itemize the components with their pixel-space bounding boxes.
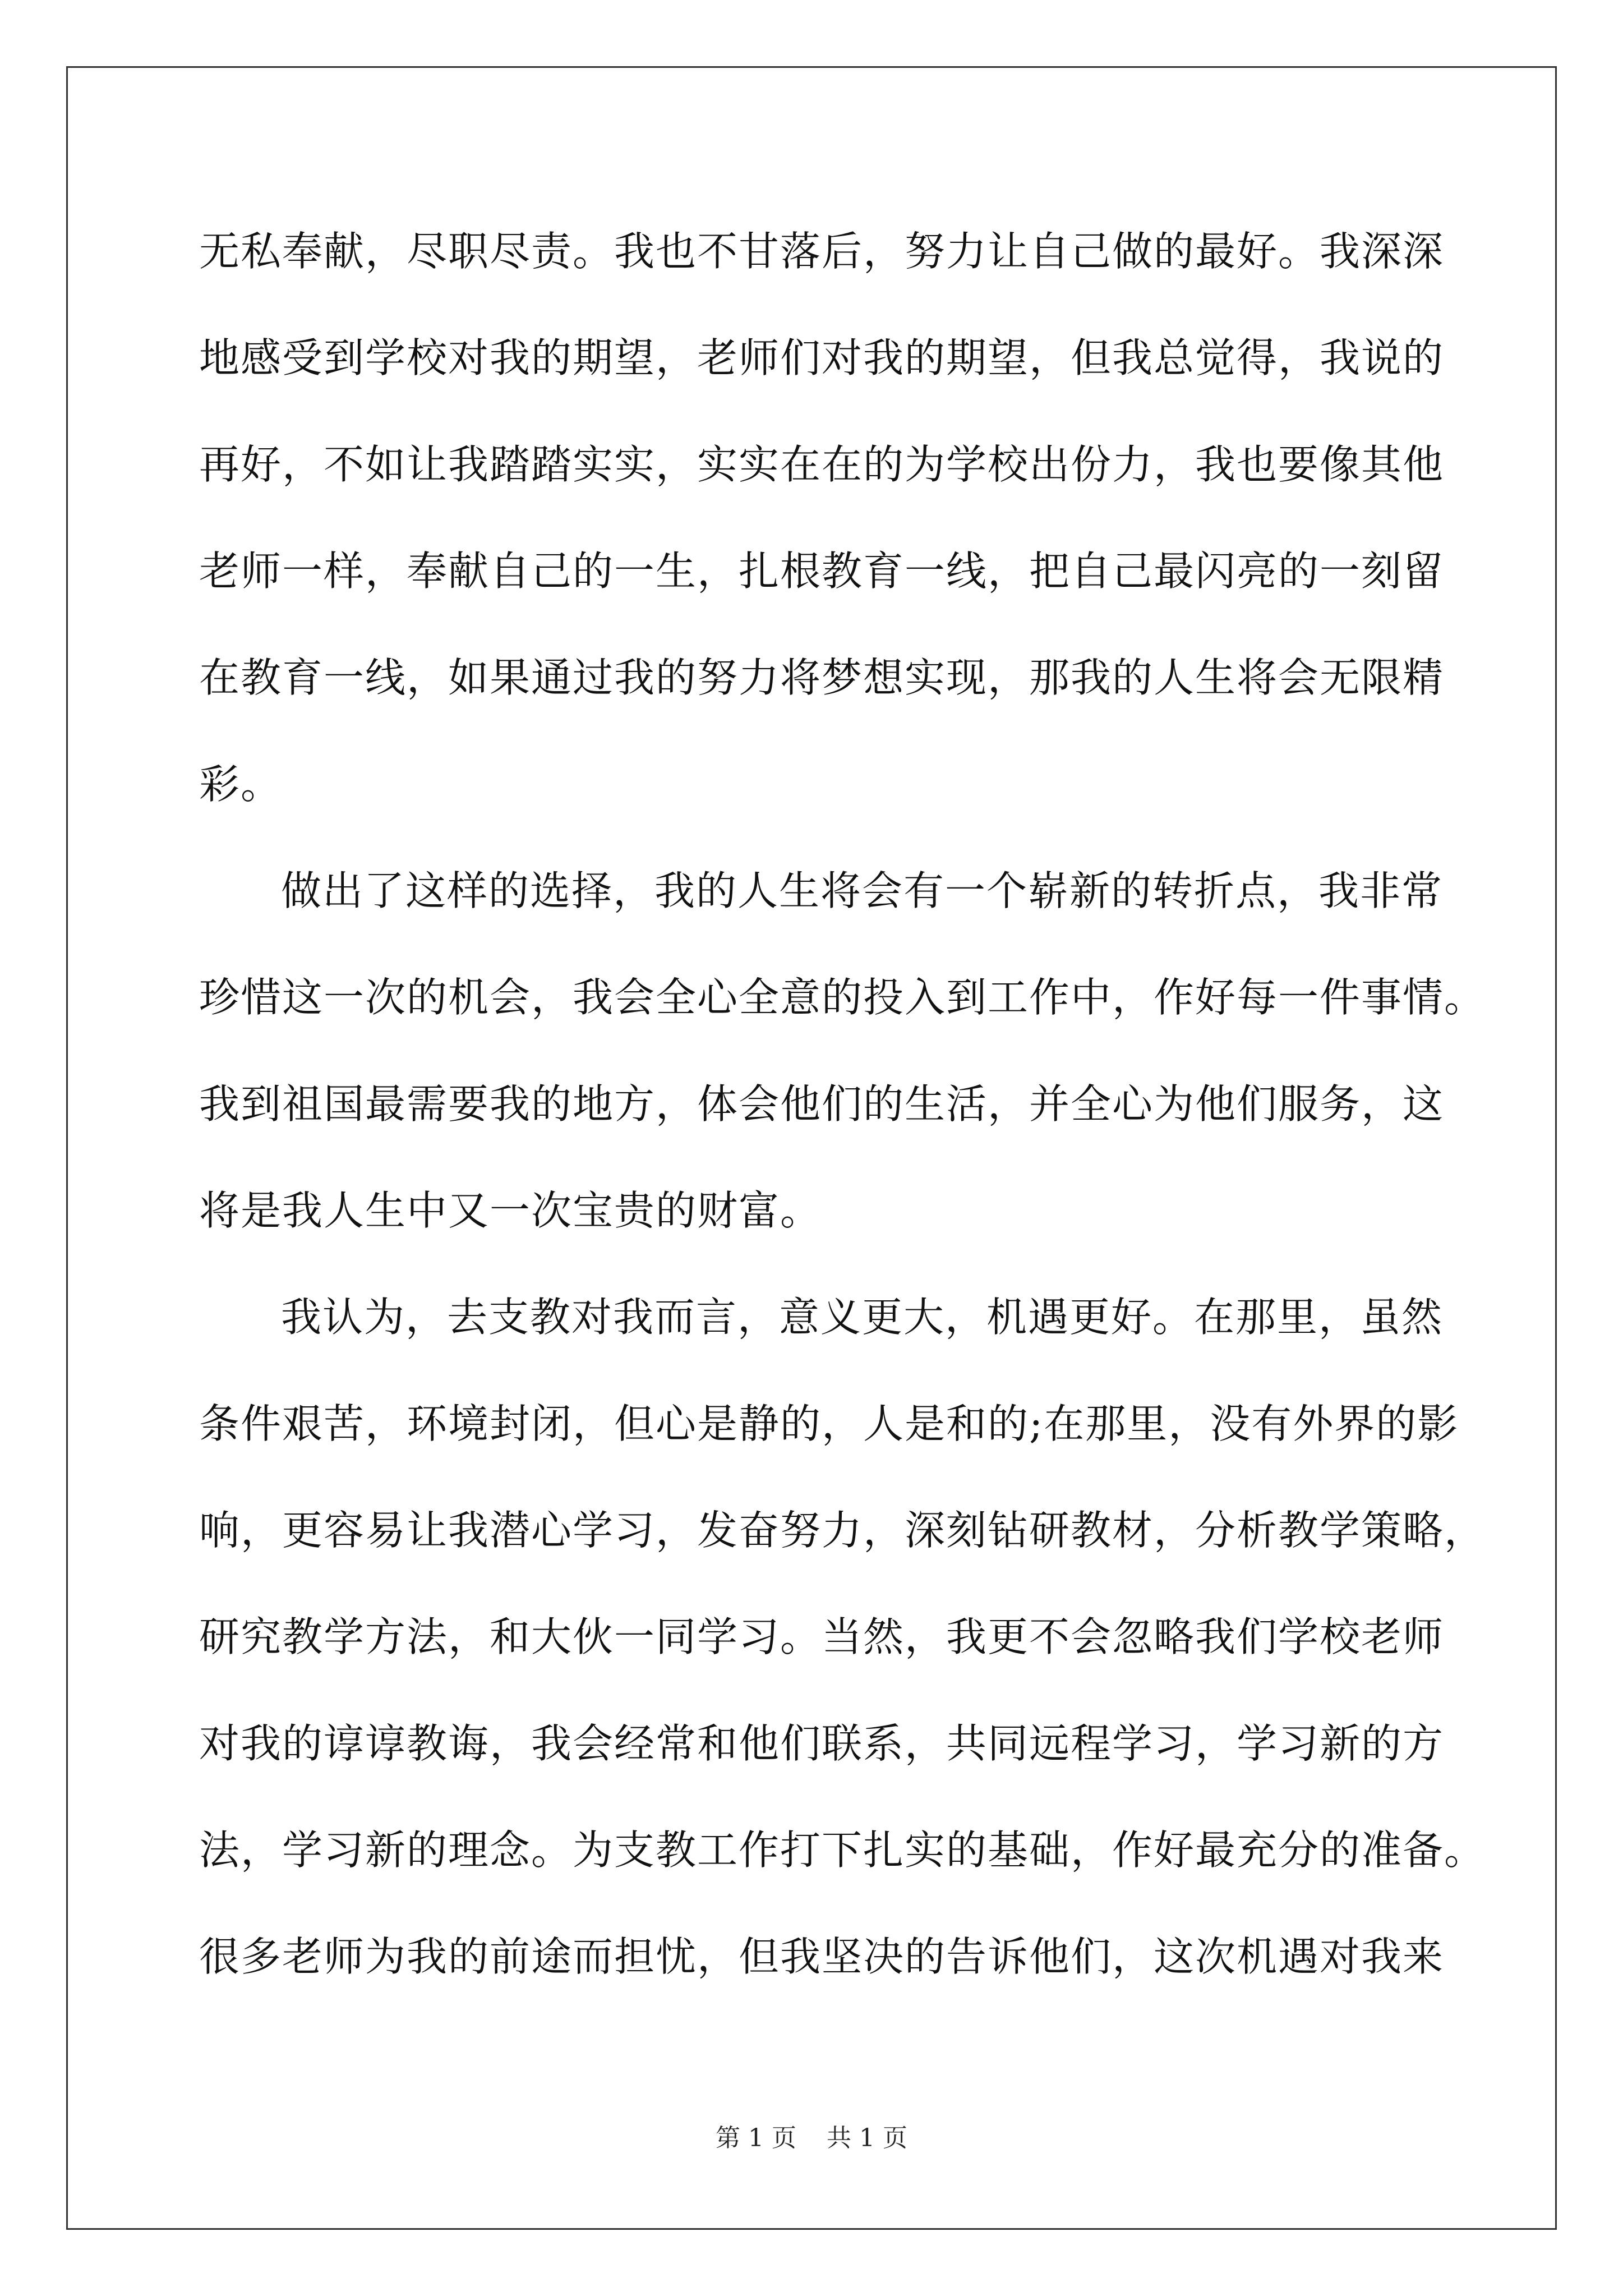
page-footer bbox=[0, 2122, 1623, 2155]
text-line: 再好，不如让我踏踏实实，实实在在的为学校出份力，我也要像其他 bbox=[199, 441, 1445, 488]
text-line: 对我的谆谆教诲，我会经常和他们联系，共同远程学习，学习新的方 bbox=[199, 1720, 1445, 1767]
text-line: 将是我人生中又一次宝贵的财富。 bbox=[199, 1187, 822, 1234]
text-line: 无私奉献，尽职尽责。我也不甘落后，努力让自己做的最好。我深深 bbox=[199, 228, 1445, 275]
text-line: 法，学习新的理念。为支教工作打下扎实的基础，作好最充分的准备。 bbox=[199, 1826, 1486, 1874]
text-line: 彩。 bbox=[199, 761, 283, 808]
document-body bbox=[199, 218, 1486, 2030]
text-line: 我到祖国最需要我的地方，体会他们的生活，并全心为他们服务，这 bbox=[199, 1080, 1445, 1128]
text-line: 我认为，去支教对我而言，意义更大，机遇更好。在那里，虽然 bbox=[281, 1294, 1444, 1341]
page-total: 共 1 页 bbox=[827, 2124, 907, 2152]
text-line: 老师一样，奉献自己的一生，扎根教育一线，把自己最闪亮的一刻留 bbox=[199, 547, 1445, 595]
text-line: 在教育一线，如果通过我的努力将梦想实现，那我的人生将会无限精 bbox=[199, 654, 1445, 701]
text-line: 很多老师为我的前途而担忧，但我坚决的告诉他们，这次机遇对我来 bbox=[199, 1933, 1445, 1980]
text-line: 地感受到学校对我的期望，老师们对我的期望，但我总觉得，我说的 bbox=[199, 334, 1445, 381]
page-number: 第 1 页 bbox=[716, 2124, 796, 2152]
text-line: 珍惜这一次的机会，我会全心全意的投入到工作中，作好每一件事情。 bbox=[199, 974, 1486, 1021]
text-line: 响，更容易让我潜心学习，发奋努力，深刻钻研教材，分析教学策略， bbox=[199, 1507, 1486, 1554]
text-line: 做出了这样的选择，我的人生将会有一个崭新的转折点，我非常 bbox=[281, 867, 1444, 914]
text-line: 研究教学方法，和大伙一同学习。当然，我更不会忽略我们学校老师 bbox=[199, 1613, 1445, 1660]
text-line: 条件艰苦，环境封闭，但心是静的，人是和的;在那里，没有外界的影 bbox=[199, 1400, 1459, 1447]
